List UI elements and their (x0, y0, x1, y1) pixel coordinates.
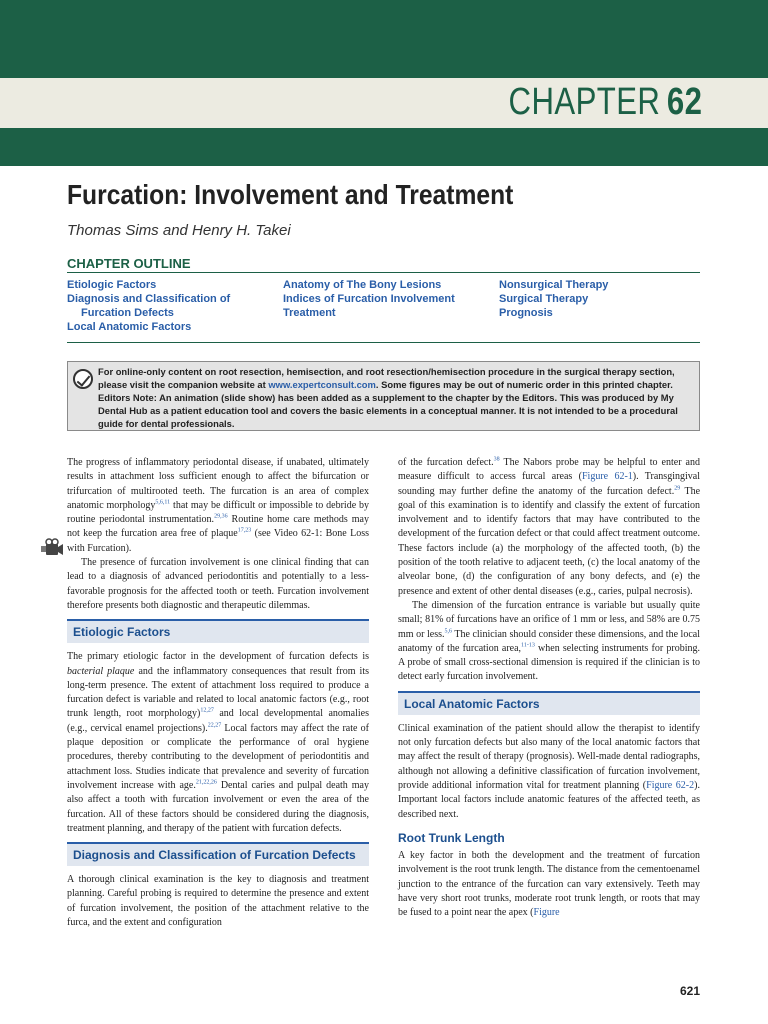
notice-text-part1: For online-only content on root resection, hemisection, and root resection/hemisection procedure in the surgical therapy section, please visit the companion website at (98, 366, 675, 390)
text-run: that may be difficult or impossible to debride by routine periodontal instrumentation. (67, 499, 369, 526)
section-heading-local-anatomic: Local Anatomic Factors (398, 691, 700, 715)
outline-column-2 (283, 278, 455, 320)
citation-ref[interactable]: 29 (674, 485, 681, 492)
text-run: of the furcation defect. (398, 457, 494, 468)
outline-link-surgical-therapy[interactable]: Surgical Therapy (499, 293, 589, 305)
text-run: The goal of this examination is to identify and classify the extent of furcation involvement and to identify factors that may have contributed to the development of the furcation defect or that could affect treatment outcome. These factors include (a) the morphology of the affected tooth, (b) the position of the tooth relative to adjacent teeth, (c) the local anatomy of the alveolar bone, (d) the configuration of any bony defects, and (e) the presence and extent of other dental diseases (e.g., caries, pulpal necrosis). (398, 485, 701, 597)
paragraph-presence: The presence of furcation involvement is one clinical finding that can lead to a diagnosis of advanced periodontitis and potentially to a less-favorable prognosis for the affected tooth or teeth. Furcation involvement therefore presents both diagnostic and therapeutic dilemmas. (67, 557, 369, 611)
paragraph-furcation-defect (398, 456, 700, 599)
outline-link-treatment[interactable]: Treatment (283, 307, 336, 319)
header-top-band (0, 0, 768, 78)
text-run: Routine home care methods may not keep the furcation area free of plaque (67, 514, 369, 540)
text-run: and local developmental anomalies (e.g., cervical enamel projections). (67, 708, 369, 734)
citation-ref[interactable]: 12,27 (200, 708, 214, 715)
text-run: The clinician should consider these dimensions, and the local anatomy of the furcation area, (398, 628, 700, 654)
left-text-column (67, 456, 369, 930)
outline-bottom-divider (67, 342, 700, 343)
outline-link-anatomy-bony-lesions[interactable]: Anatomy of The Bony Lesions (283, 279, 442, 291)
text-run: (see Video 62-1: Bone Loss with Furcation). (67, 528, 369, 554)
online-content-check-icon (73, 369, 93, 389)
text-run: Local factors may affect the rate of plaque deposition or complicate the performance of oral hygiene procedures, thereby contributing to the development of periodontitis and attachment loss. Studies indicate that prevalence and severity of furcation involvement increase with age. (67, 722, 370, 791)
video-camera-icon[interactable] (40, 538, 64, 560)
figure-link[interactable]: Figure 62-1 (581, 471, 633, 483)
outline-link-local-anatomic-factors[interactable]: Local Anatomic Factors (67, 321, 192, 333)
figure-link[interactable]: Figure (533, 907, 560, 919)
citation-ref[interactable]: 21,22,26 (195, 779, 217, 786)
paragraph-dimension (398, 599, 700, 685)
text-run: and the inflammatory consequences that result from its long-term presence. The extent of attachment loss required to produce a furcation defect is variable and related to local anatomic factors (e.g., root trunk length, root morphology) (67, 665, 369, 720)
outline-link-furcation-defects[interactable]: Furcation Defects (81, 307, 174, 319)
paragraph-local-anatomic (398, 722, 700, 822)
text-run: A key factor in both the development and the treatment of furcation involvement is the root trunk length. The distance from the cementoenamel junction to the entrance of the furcation can vary extensively. Teeth may have very short root trunks, moderate root trunk length, or roots that may be fused to a point near the apex ( (398, 850, 700, 919)
outline-divider (67, 272, 700, 273)
citation-ref[interactable]: 5,6,11 (155, 499, 171, 506)
outline-link-nonsurgical-therapy[interactable]: Nonsurgical Therapy (499, 279, 609, 291)
figure-link[interactable]: Figure 62-2 (646, 779, 695, 791)
chapter-number: 62 (666, 81, 702, 123)
citation-ref[interactable]: 29,36 (214, 513, 228, 520)
chapter-heading (508, 81, 702, 124)
paragraph-root-trunk (398, 849, 700, 920)
text-run: ). Important local factors include anatomic features of the affected teeth, as described next. (398, 779, 700, 820)
citation-ref[interactable]: 22,27 (207, 722, 222, 729)
italic-term: bacterial plaque (67, 665, 135, 677)
chapter-label: CHAPTER (508, 81, 660, 123)
chapter-title: Furcation: Involvement and Treatment (67, 179, 514, 210)
notice-text (98, 365, 696, 430)
outline-column-3 (499, 278, 608, 320)
text-run: The dimension of the furcation entrance is variable but usually quite small; 81% of furcations have an orifice of 1 mm or less, and 58% are 0.75 mm or less. (398, 599, 700, 640)
paragraph-etiologic (67, 650, 369, 836)
outline-link-indices-furcation[interactable]: Indices of Furcation Involvement (283, 293, 455, 305)
citation-ref[interactable]: 5,6 (444, 628, 452, 635)
text-run: Clinical examination of the patient should allow the therapist to identify not only furcation defects but also many of the local anatomic factors that may affect the result of therapy (prognosis). Well-made dental radiographs, although not allowing a definitive classification of furcation involvement, provide additional information vital for treatment planning ( (398, 722, 700, 791)
outline-link-prognosis[interactable]: Prognosis (499, 307, 553, 319)
expertconsult-link[interactable]: www.expertconsult.com (268, 379, 376, 390)
text-run: ). Transgingival sounding may further define the anatomy of the furcation defect. (398, 471, 700, 497)
citation-ref[interactable]: 17,23 (237, 528, 252, 535)
citation-ref[interactable]: 11-13 (521, 642, 535, 649)
notice-text-part2: . Some figures may be out of numeric order in this printed chapter. Editors Note: An animation (slide show) has been added as a supplement to the chapter by the Editors. This was produced by My Dental Hub as a patient education tool and covers the basic elements in a conceptual manner. It is not intended to be a procedural guide for dental professionals. (98, 379, 678, 429)
page-number: 621 (679, 984, 700, 998)
text-run: when selecting instruments for probing. A probe of small cross-sectional dimension is required if the clinician is to detect early furcation involvement. (398, 642, 700, 683)
header-bottom-band (0, 128, 768, 166)
paragraph-intro (67, 456, 369, 556)
text-run: The Nabors probe may be helpful to enter and measure difficult to access furcal areas ( (398, 457, 700, 483)
chapter-outline-heading: CHAPTER OUTLINE (67, 256, 191, 271)
citation-ref[interactable]: 38 (493, 456, 500, 463)
online-content-notice (67, 361, 700, 431)
section-heading-etiologic-factors: Etiologic Factors (67, 619, 369, 643)
outline-link-etiologic-factors[interactable]: Etiologic Factors (67, 279, 157, 291)
text-run: The primary etiologic factor in the development of furcation defects is (67, 651, 369, 663)
right-text-column (398, 456, 700, 921)
outline-column-1 (67, 278, 230, 334)
text-run: Dental caries and pulpal death may also affect a tooth with furcation involvement or even the area of the furcation. All of these factors should be considered during the diagnosis, treatment planning, and therapy of the patient with furcation defects. (67, 779, 369, 834)
text-run: The progress of inflammatory periodontal disease, if unabated, ultimately results in attachment loss sufficient enough to affect the bifurcation or trifurcation of multirooted teeth. The furcation is an area of complex anatomic morphology (67, 457, 369, 511)
subheading-root-trunk-length: Root Trunk Length (398, 830, 505, 845)
section-heading-diagnosis: Diagnosis and Classification of Furcation Defects (67, 842, 369, 866)
paragraph-diagnosis: A thorough clinical examination is the key to diagnosis and treatment planning. Careful probing is required to determine the presence and extent of furcation involvement, the position of the attachment relative to the furca, and the extent and configuration (67, 874, 369, 929)
outline-link-diagnosis-classification[interactable]: Diagnosis and Classification of (67, 293, 231, 305)
chapter-authors: Thomas Sims and Henry H. Takei (67, 222, 291, 239)
